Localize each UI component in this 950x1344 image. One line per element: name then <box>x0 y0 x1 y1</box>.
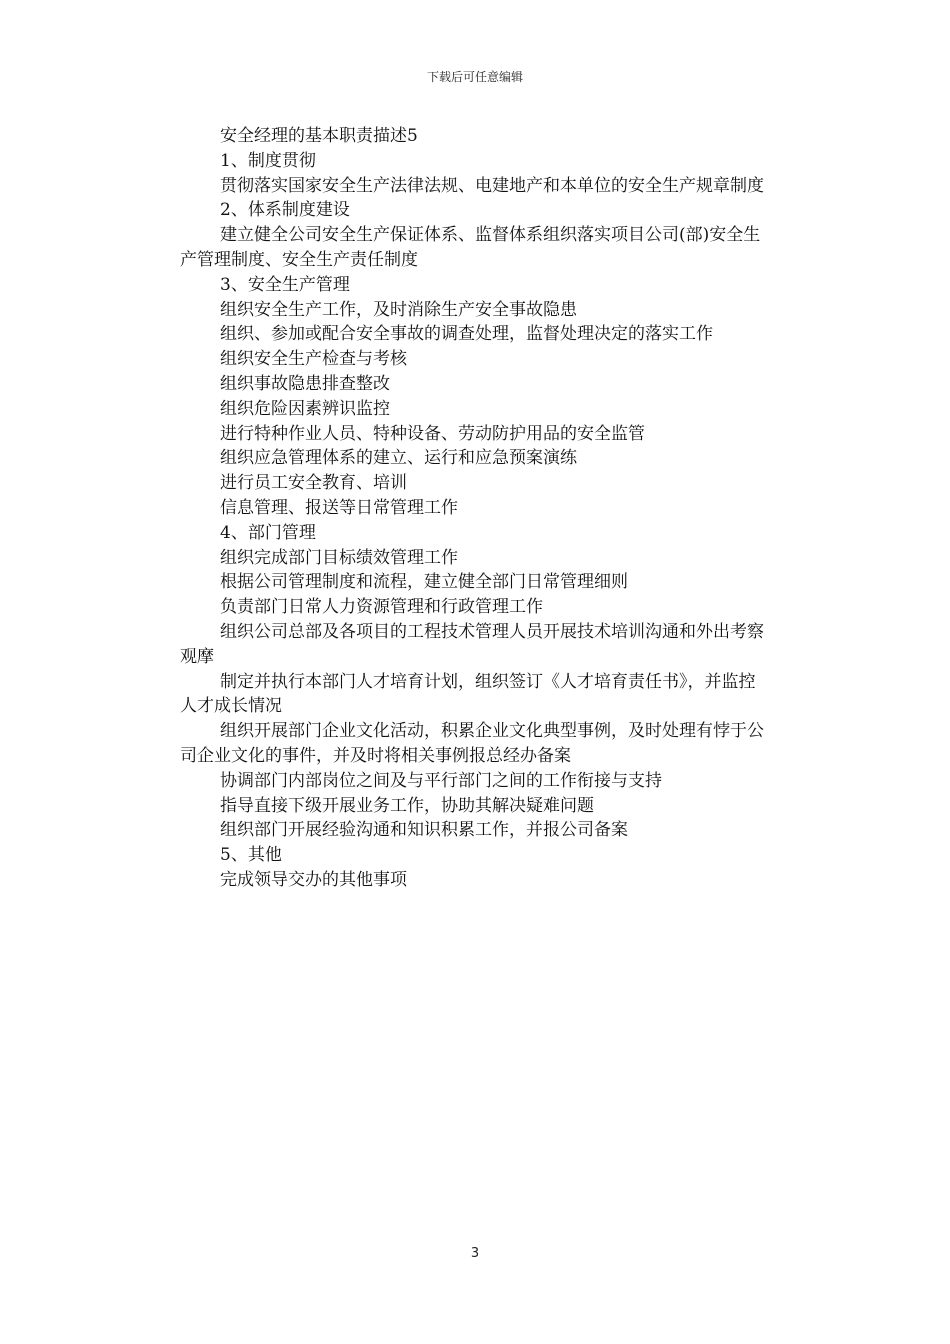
document-title: 安全经理的基本职责描述5 <box>220 126 418 146</box>
paragraph: 制定并执行本部门人才培育计划，组织签订《人才培育责任书》，并监控人才成长情况 <box>180 671 756 717</box>
paragraph: 组织安全生产工作，及时消除生产安全事故隐患 <box>220 299 577 320</box>
paragraph: 贯彻落实国家安全生产法律法规、电建地产和本单位的安全生产规章制度 <box>220 175 764 196</box>
section-heading: 3、安全生产管理 <box>220 274 350 295</box>
paragraph: 负责部门日常人力资源管理和行政管理工作 <box>220 597 543 618</box>
section-heading: 1、制度贯彻 <box>220 150 316 171</box>
paragraph: 组织应急管理体系的建立、运行和应急预案演练 <box>220 448 577 469</box>
section-heading: 2、体系制度建设 <box>220 200 350 221</box>
paragraph: 进行员工安全教育、培训 <box>220 473 407 494</box>
paragraph: 完成领导交办的其他事项 <box>220 869 407 890</box>
paragraph: 组织完成部门目标绩效管理工作 <box>220 547 458 568</box>
paragraph: 根据公司管理制度和流程，建立健全部门日常管理细则 <box>220 572 628 593</box>
paragraph: 指导直接下级开展业务工作，协助其解决疑难问题 <box>220 795 594 816</box>
paragraph: 信息管理、报送等日常管理工作 <box>220 497 458 518</box>
paragraph: 组织开展部门企业文化活动，积累企业文化典型事例，及时处理有悖于公司企业文化的事件，并及时将相关事例报总经办备案 <box>180 721 764 766</box>
paragraph: 进行特种作业人员、特种设备、劳动防护用品的安全监管 <box>220 423 645 444</box>
paragraph: 组织公司总部及各项目的工程技术管理人员开展技术培训沟通和外出考察观摩 <box>180 621 764 667</box>
paragraph: 组织危险因素辨识监控 <box>220 398 390 419</box>
document-body <box>180 124 770 893</box>
section-heading: 4、部门管理 <box>220 522 316 543</box>
paragraph: 组织事故隐患排查整改 <box>220 373 390 394</box>
paragraph: 组织部门开展经验沟通和知识积累工作，并报公司备案 <box>220 820 628 841</box>
page-header: 下载后可任意编辑 <box>426 70 523 84</box>
paragraph: 组织安全生产检查与考核 <box>220 349 407 370</box>
paragraph: 协调部门内部岗位之间及与平行部门之间的工作衔接与支持 <box>220 770 662 791</box>
section-heading: 5、其他 <box>220 845 282 866</box>
paragraph: 建立健全公司安全生产保证体系、监督体系组织落实项目公司(部)安全生产管理制度、安全生产责任制度 <box>180 225 761 270</box>
page-number: 3 <box>470 1246 480 1261</box>
paragraph: 组织、参加或配合安全事故的调查处理，监督处理决定的落实工作 <box>220 324 713 345</box>
